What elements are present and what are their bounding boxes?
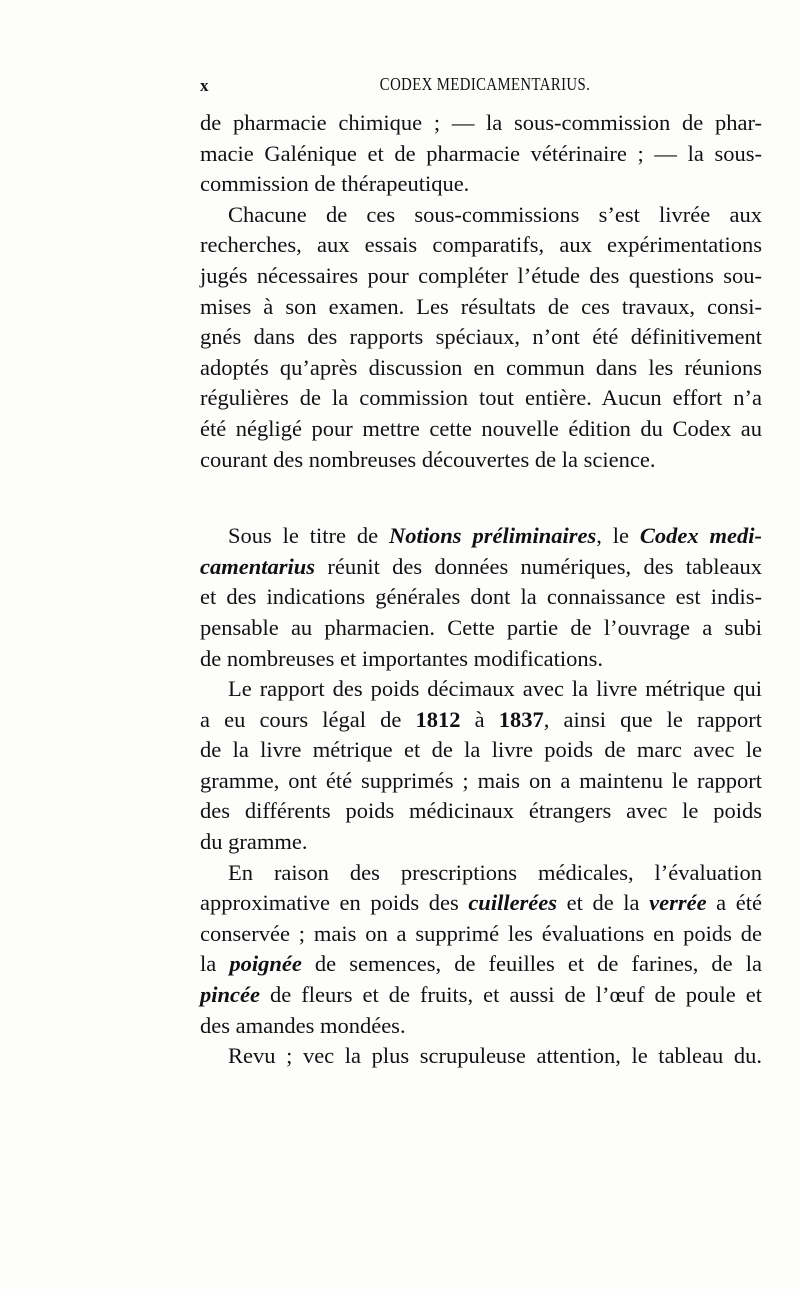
- paragraph-gap: [200, 475, 762, 521]
- text-run: à: [460, 706, 499, 732]
- text-run: Sous le titre de: [228, 523, 390, 549]
- italic-run: Codex medi-: [639, 523, 762, 549]
- text-line: et des indications générales dont la connaissance est indis-: [200, 584, 762, 610]
- text-run: de semences, de feuilles et de farines, de la: [301, 951, 762, 977]
- italic-run: camentarius: [200, 553, 316, 579]
- text-run: a été: [706, 890, 762, 916]
- text-line: courant des nombreuses découvertes de la science.: [200, 446, 656, 472]
- text-line: de nombreuses et importantes modifications.: [200, 645, 604, 671]
- text-line: Revu ; vec la plus scrupuleuse attention, le tableau du.: [228, 1043, 762, 1069]
- text-line: adoptés qu’après discussion en commun dans les réunions: [200, 354, 762, 380]
- text-line: recherches, aux essais comparatifs, aux expérimentations: [200, 232, 762, 258]
- text-run: a eu cours légal de: [200, 706, 416, 732]
- text-line: des différents poids médicinaux étrangers avec le poids: [200, 798, 762, 824]
- text-run: , le: [596, 523, 640, 549]
- page-number: x: [200, 76, 209, 95]
- text-line: du gramme.: [200, 829, 308, 855]
- text-line: macie Galénique et de pharmacie vétérinaire ; — la sous-: [200, 140, 762, 166]
- italic-run: poignée: [229, 951, 302, 977]
- text-line: pensable au pharmacien. Cette partie de l’ouvrage a subi: [200, 614, 762, 640]
- text-run: de fleurs et de fruits, et aussi de l’œuf de poule et: [259, 982, 762, 1008]
- text-line: commission de thérapeutique.: [200, 171, 470, 197]
- text-line: [200, 705, 762, 736]
- page-header: [200, 74, 770, 100]
- text-run: la: [200, 951, 230, 977]
- text-line: [200, 888, 762, 919]
- text-line: [200, 552, 762, 583]
- year-run: 1812: [415, 706, 461, 732]
- text-line: des amandes mondées.: [200, 1012, 406, 1038]
- text-line: Le rapport des poids décimaux avec la livre métrique qui: [228, 676, 762, 702]
- italic-run: cuillerées: [468, 890, 558, 916]
- italic-run: Notions préliminaires: [389, 523, 597, 549]
- text-run: réunit des données numériques, des tableaux: [315, 553, 762, 579]
- running-title: CODEX MEDICAMENTARIUS.: [379, 74, 591, 94]
- text-line: En raison des prescriptions médicales, l’évaluation: [228, 859, 762, 885]
- text-line: jugés nécessaires pour compléter l’étude des questions sou-: [200, 262, 762, 288]
- text-line: gnés dans des rapports spéciaux, n’ont été définitivement: [200, 324, 762, 350]
- text-line: de la livre métrique et de la livre poids de marc avec le: [200, 737, 762, 763]
- body-text: [200, 108, 762, 1072]
- text-line: été négligé pour mettre cette nouvelle édition du Codex au: [200, 415, 762, 441]
- text-run: approximative en poids des: [200, 890, 469, 916]
- text-run: et de la: [557, 890, 650, 916]
- text-run: , ainsi que le rapport: [543, 706, 762, 732]
- text-line: gramme, ont été supprimés ; mais on a maintenu le rapport: [200, 767, 762, 793]
- italic-run: verrée: [649, 890, 707, 916]
- text-line: de pharmacie chimique ; — la sous-commission de phar-: [200, 110, 762, 135]
- text-line: mises à son examen. Les résultats de ces travaux, consi-: [200, 293, 762, 319]
- text-line: Chacune de ces sous-commissions s’est livrée aux: [228, 201, 762, 227]
- year-run: 1837: [498, 706, 544, 732]
- italic-run: pincée: [200, 982, 260, 1008]
- text-line: [200, 521, 762, 552]
- text-line: régulières de la commission tout entière. Aucun effort n’a: [200, 385, 762, 411]
- text-line: conservée ; mais on a supprimé les évaluations en poids de: [200, 920, 762, 946]
- text-line: [200, 980, 762, 1011]
- text-line: [200, 949, 762, 980]
